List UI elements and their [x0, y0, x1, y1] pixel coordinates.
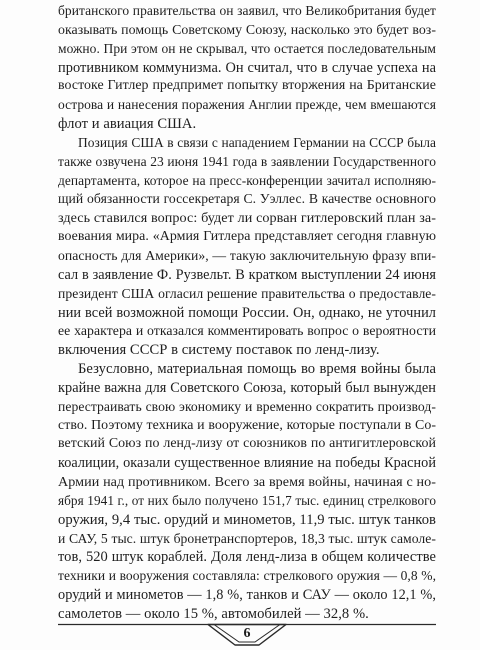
text-line: сал в заявление Ф. Рузвельт. В кратком выступлении 24 июня	[58, 266, 436, 283]
text-line: Армии над противником. Всего за время войны, начиная с но-	[58, 474, 436, 491]
text-line: опасность для Америки», — такую заключительную фразу впи-	[58, 247, 436, 263]
page-footer	[58, 622, 436, 646]
text-line: орудий и минометов — 1,8 %, танков и САУ — около 12,1 %,	[58, 587, 436, 604]
text-line: перестраивать свою экономику и временно сократить производ-	[58, 398, 436, 414]
text-line: щий обязанности госсекретаря С. Уэллес. В качестве основного	[58, 191, 436, 207]
text-line: крайне важна для Советского Союза, который был вынужден	[58, 379, 436, 396]
text-line: коалиции, оказали существенное влияние на победы Красной	[58, 455, 436, 472]
text-line: здесь ставился вопрос: будет ли сорван гитлеровский план за-	[58, 210, 436, 227]
text-line: оружия, 9,4 тыс. орудий и минометов, 11,9 тыс. штук танков	[58, 511, 436, 528]
text-line: департамента, которое на пресс-конференции зачитал исполняю-	[58, 172, 436, 188]
text-line: ее характера и отказался комментировать вопрос о вероятности	[58, 323, 436, 339]
text-line: президент США огласил решение правительства о предоставле-	[58, 285, 436, 301]
text-line: включения СССР в систему поставок по ленд-лизу.	[58, 342, 380, 359]
body-text	[58, 2, 436, 624]
text-line: также озвучена 23 июня 1941 года в заявлении Государственного	[58, 153, 436, 169]
page-number: 6	[243, 626, 251, 641]
text-line: Позиция США в связи с нападением Германии на СССР была	[78, 134, 436, 150]
text-line: нии всей возможной помощи России. Он, однако, не уточнил	[58, 304, 436, 321]
text-line: можно. При этом он не скрывал, что остается последовательным	[58, 40, 436, 56]
text-line: ветский Союз по ленд-лизу от союзников по антигитлеровской	[58, 436, 436, 452]
text-line: и САУ, 5 тыс. штук бронетранспортеров, 18,3 тыс. штук самоле-	[58, 530, 436, 546]
text-line: востоке Гитлер предпримет попытку вторжения на Британские	[58, 78, 436, 94]
text-line: флот и авиация США.	[58, 116, 197, 133]
text-line: оказывать помощь Советскому Союзу, насколько это будет воз-	[58, 21, 436, 37]
text-line: ября 1941 г., от них было получено 151,7 тыс. единиц стрелкового	[58, 492, 436, 508]
text-line: самолетов — около 15 %, автомобилей — 32,8 %.	[58, 606, 369, 622]
text-line: острова и нанесения поражения Англии прежде, чем вмешаются	[58, 97, 436, 113]
text-line: воевания мира. «Армия Гитлера представляет сегодня главную	[58, 229, 436, 245]
text-line: ство. Поэтому техника и вооружение, которые поступали в Со-	[58, 417, 436, 433]
text-line: британского правительства он заявил, что Великобритания будет	[58, 3, 436, 18]
text-line: Безусловно, материальная помощь во время войны была	[78, 361, 436, 378]
text-line: противником коммунизма. Он считал, что в случае успеха на	[58, 59, 436, 76]
text-line: техники и вооружения составляла: стрелкового оружия — 0,8 %,	[58, 568, 436, 584]
text-line: тов, 520 штук кораблей. Доля ленд-лиза в общем количестве	[58, 549, 436, 566]
